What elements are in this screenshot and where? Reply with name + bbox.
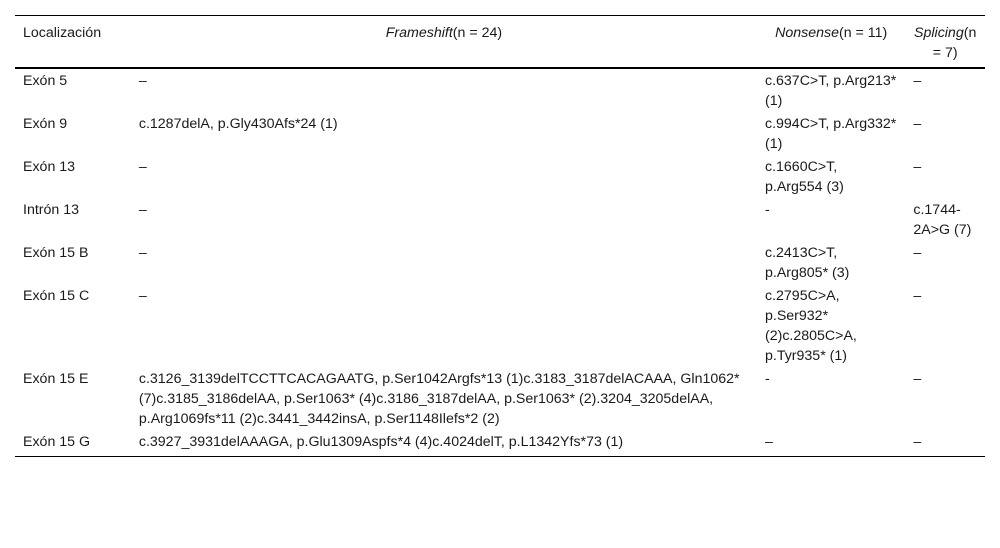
cell-splicing: – <box>913 116 922 132</box>
cell-localizacion: Exón 13 <box>23 159 76 175</box>
table-row <box>15 68 985 112</box>
cell-splicing: – <box>913 288 922 304</box>
nonsense-variant: c.2805C>A, p.Tyr935* (1) <box>764 328 857 364</box>
table-row <box>15 284 985 367</box>
cell-splicing: – <box>913 159 922 175</box>
cell-frameshift <box>131 284 757 367</box>
cell-frameshift <box>131 155 757 198</box>
nonsense-variant: c.994C>T, p.Arg332* (1) <box>764 116 897 152</box>
cell-nonsense <box>757 112 905 155</box>
cell-localizacion: Exón 15 B <box>23 245 89 261</box>
table-row <box>15 241 985 284</box>
col-localizacion <box>15 16 131 69</box>
splicing-count: (n = 7) <box>932 25 977 61</box>
cell-frameshift <box>131 112 757 155</box>
frameshift-variant: c.3183_3187delACAAA, Gln1062* (7) <box>138 371 740 407</box>
table-body <box>15 68 985 457</box>
nonsense-variant: c.2795C>A, p.Ser932* (2) <box>764 288 840 344</box>
frameshift-variant: c.3927_3931delAAAGA, p.Glu1309Aspfs*4 (4) <box>138 434 433 450</box>
frameshift-variant: c.4024delT, p.L1342Yfs*73 (1) <box>432 434 624 450</box>
cell-localizacion: Exón 9 <box>23 116 68 132</box>
frameshift-variant: c.3186_3187delAA, p.Ser1063* (2). <box>376 391 601 407</box>
nonsense-variant: – <box>764 434 773 450</box>
col-frameshift <box>131 16 757 69</box>
frameshift-variant: c.3185_3186delAA, p.Ser1063* (4) <box>156 391 377 407</box>
frameshift-variant: – <box>138 159 147 175</box>
nonsense-variant: - <box>764 202 770 218</box>
splicing-term: Splicing <box>914 25 964 41</box>
frameshift-variant: c.1287delA, p.Gly430Afs*24 (1) <box>138 116 338 132</box>
cell-frameshift <box>131 367 757 430</box>
cell-localizacion: Intrón 13 <box>23 202 80 218</box>
cell-splicing: – <box>913 73 922 89</box>
cell-localizacion: Exón 5 <box>23 73 68 89</box>
cell-splicing: – <box>913 245 922 261</box>
cell-frameshift <box>131 241 757 284</box>
cell-frameshift <box>131 430 757 457</box>
table-row <box>15 112 985 155</box>
nonsense-variant: - <box>764 371 770 387</box>
nonsense-count: (n = 11) <box>839 25 888 41</box>
table-row <box>15 155 985 198</box>
cell-nonsense <box>757 430 905 457</box>
frameshift-variant: – <box>138 288 147 304</box>
cell-nonsense <box>757 155 905 198</box>
cell-splicing: – <box>913 371 922 387</box>
frameshift-variant: c.3441_3442insA, p.Ser1148Ilefs*2 (2) <box>256 411 500 427</box>
cell-localizacion: Exón 15 G <box>15 430 131 457</box>
cell-splicing: – <box>905 430 985 457</box>
col-splicing <box>905 16 985 69</box>
table-row <box>15 198 985 241</box>
cell-frameshift <box>131 68 757 112</box>
mutations-table <box>15 15 985 457</box>
cell-splicing: c.1744-2A>G (7) <box>913 202 972 238</box>
cell-nonsense <box>757 68 905 112</box>
nonsense-variant: c.2413C>T, p.Arg805* (3) <box>764 245 850 281</box>
frameshift-variant: c.3126_3139delTCCTTCACAGAATG, p.Ser1042Argfs*13 (1) <box>138 371 524 387</box>
col-localizacion-label: Localización <box>23 25 102 41</box>
cell-localizacion: Exón 15 E <box>23 371 89 387</box>
col-nonsense <box>757 16 905 69</box>
frameshift-variant: – <box>138 245 147 261</box>
frameshift-variant: – <box>138 202 147 218</box>
frameshift-count: (n = 24) <box>452 25 503 41</box>
cell-localizacion: Exón 15 C <box>23 288 90 304</box>
table-row <box>15 367 985 430</box>
nonsense-variant: c.637C>T, p.Arg213* (1) <box>764 73 897 109</box>
frameshift-variant: 3204_3205delAA, p.Arg1069fs*11 (2) <box>138 391 714 427</box>
nonsense-variant: c.1660C>T, p.Arg554 (3) <box>764 159 844 195</box>
table-row <box>15 430 985 457</box>
nonsense-term: Nonsense <box>775 25 839 41</box>
cell-nonsense <box>757 367 905 430</box>
cell-nonsense <box>757 284 905 367</box>
cell-nonsense <box>757 241 905 284</box>
cell-frameshift <box>131 198 757 241</box>
cell-nonsense <box>757 198 905 241</box>
header-row <box>15 16 985 69</box>
frameshift-term: Frameshift <box>385 25 453 41</box>
frameshift-variant: – <box>138 73 147 89</box>
